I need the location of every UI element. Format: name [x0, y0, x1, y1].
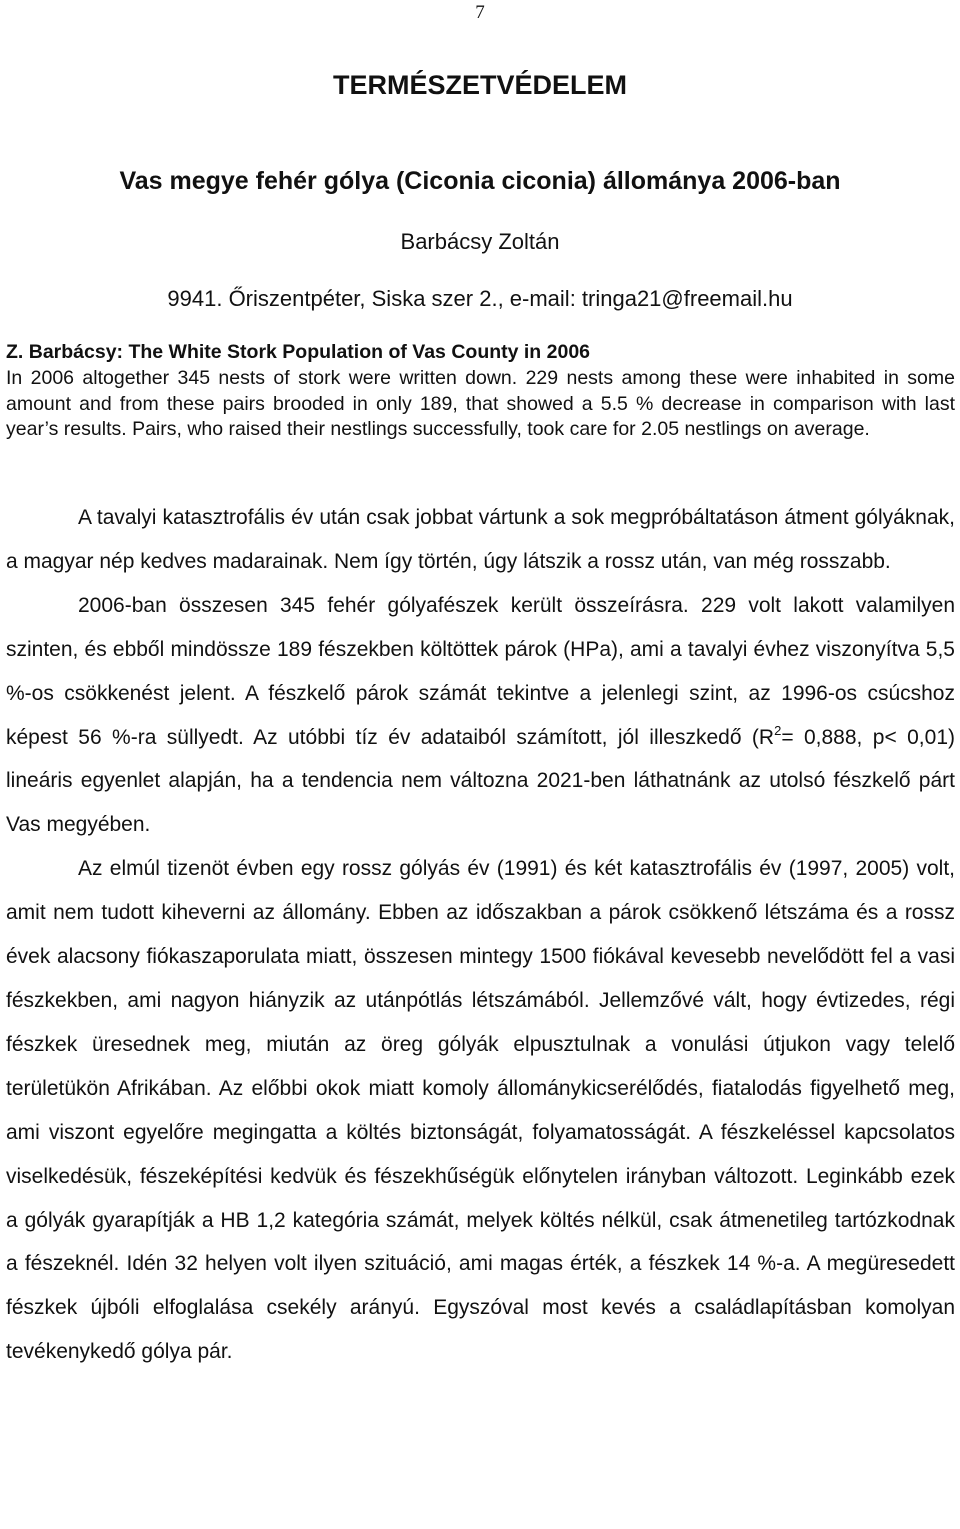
author-address: 9941. Őriszentpéter, Siska szer 2., e-mail: tringa21@freemail.hu — [167, 286, 793, 311]
english-abstract — [6, 340, 955, 443]
abstract-title: Z. Barbácsy: The White Stork Population of Vas County in 2006 — [6, 341, 591, 363]
article-body — [6, 496, 955, 1374]
superscript-two: 2 — [774, 722, 782, 738]
section-title: TERMÉSZETVÉDELEM — [332, 70, 628, 100]
page-number: 7 — [475, 2, 485, 23]
paragraph-3: Az elmúl tizenöt évben egy rossz gólyás év (1991) és két katasztrofális év (1997, 2005) volt, amit nem tudott kiheverni az állomány. Ebben az időszakban a párok csökkenő létszáma és a rossz évek alacsony fiókaszaporulata miatt, összesen mintegy 1500 fiókával kevesebb nevelődött fel a vasi fészkekben, ami nagyon hiányzik az utánpótlás létszámából. Jellemzővé vált, hogy évtizedes, régi fészkek üresednek meg, miután az öreg gólyák elpusztulnak a vonulási útjukon vagy telelő területükön Afrikában. Az előbbi okok miatt komoly állománykicserélődés, fiatalodás figyelhető meg, ami viszont egyelőre megingatta a költés biztonságát, folyamatosságát. A fészkeléssel kapcsolatos viselkedésük, fészeképítési kedvük és fészekhűségük előnytelen irányban változott. Leginkább ezek a gólyák gyarapítják a HB 1,2 kategória számát, melyek költés nélkül, csak átmenetileg tartózkodnak a fészeknél. Idén 32 helyen volt ilyen szituáció, ami magas érték, a fészkek 14 %-a. A megüresedett fészkek újbóli elfoglalása csekély arányú. Egyszóval most kevés a családlapításban komolyan tevékenykedő gólya pár. — [6, 857, 955, 1364]
paragraph-2 — [6, 584, 955, 847]
paragraph-2-text-a: 2006-ban összesen 345 fehér gólyafészek került összeírásra. 229 volt lakott valamilyen szinten, és ebből mindössze 189 fészekben költöttek párok (HPa), ami a tavalyi évhez viszonyítva 5,5 %-os csökkenést jelent. A fészkelő párok számát tekintve a jelenlegi szint, az 1996-os csúcshoz képest 56 %-ra süllyedt. Az utóbbi tíz év adataiból számított, jól illeszkedő (R — [6, 593, 955, 749]
paragraph-1: A tavalyi katasztrofális év után csak jobbat vártunk a sok megpróbáltatáson átment gólyáknak, a magyar nép kedves madarainak. Nem így történ, úgy látszik a rossz után, van még rosszabb. — [6, 506, 955, 573]
author-name: Barbácsy Zoltán — [400, 229, 560, 254]
abstract-text: In 2006 altogether 345 nests of stork were written down. 229 nests among these were inhabited in some amount and from these pairs brooded in only 189, that showed a 5.5 % decrease in comparison with last year’s results. Pairs, who raised their nestlings successfully, took care for 2.05 nestlings on average. — [6, 366, 955, 441]
article-title: Vas megye fehér gólya (Ciconia ciconia) állománya 2006-ban — [119, 167, 841, 195]
paragraph-2-text-b: = 0,888, p< 0,01) lineáris egyenlet alapján, ha a tendencia nem változna 2021-ben láthatnánk az utolsó fészkelő párt Vas megyében. — [6, 725, 955, 837]
